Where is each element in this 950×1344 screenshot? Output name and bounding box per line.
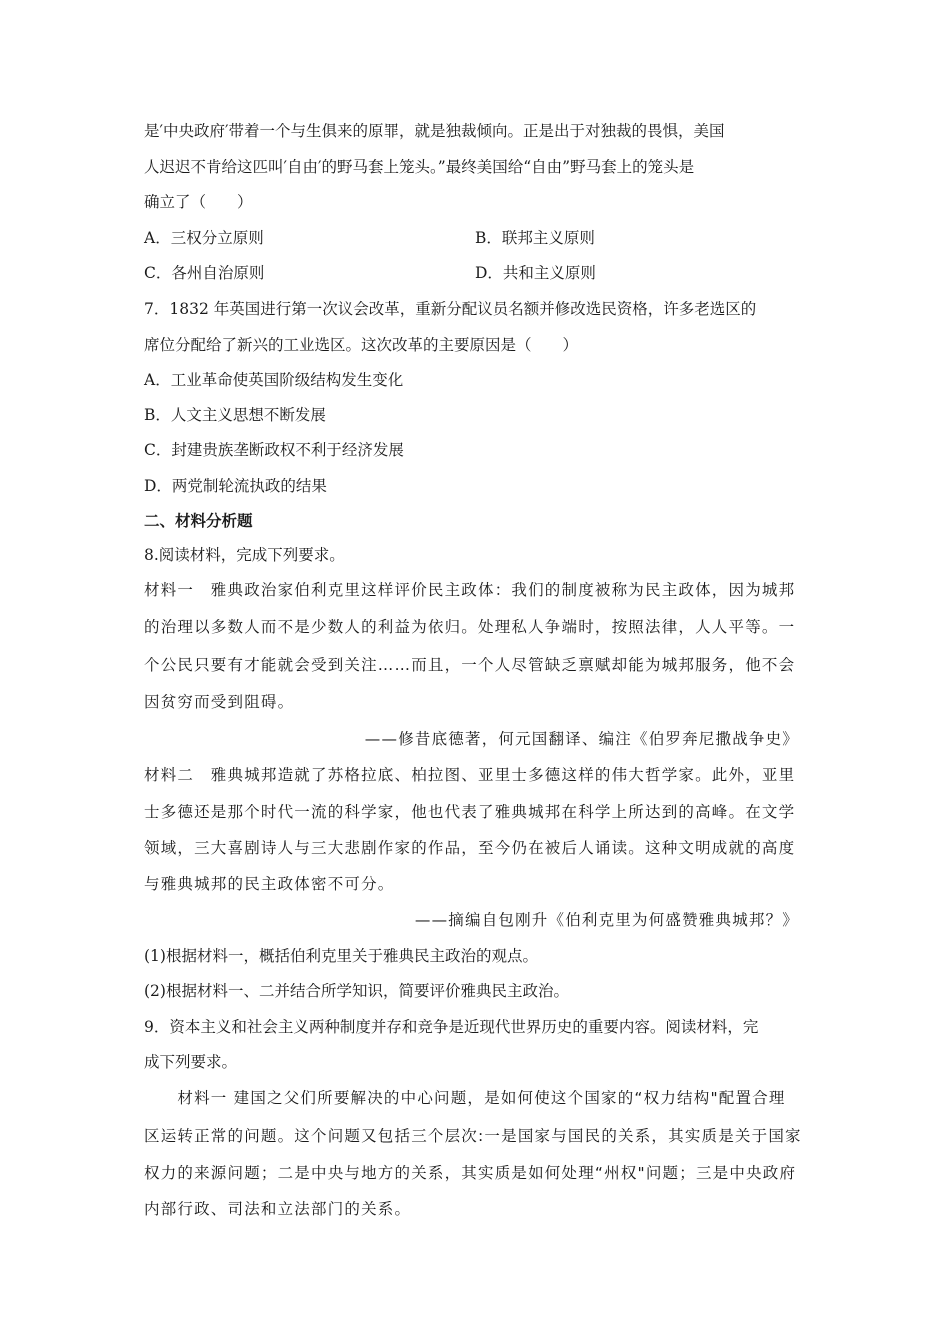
q7-stem-line-2: 席位分配给了新兴的工业选区。这次改革的主要原因是（ ）: [144, 336, 579, 354]
q6-stem-line-3: 确立了（ ）: [144, 193, 253, 211]
q9-material1-line-4: 内部行政、司法和立法部门的关系。: [144, 1200, 412, 1218]
q7-stem-line-1: 7．1832 年英国进行第一次议会改革，重新分配议员名额并修改选民资格，许多老选区的: [144, 300, 757, 318]
q6-stem-line-1: 是′中央政府′带着一个与生俱来的原罪，就是独裁倾向。正是出于对独裁的畏惧，美国: [144, 122, 725, 140]
q6-option-d: D．共和主义原则: [475, 264, 596, 282]
q8-material2-line-3: 领域，三大喜剧诗人与三大悲剧作家的作品，至今仍在被后人诵读。这种文明成就的高度: [144, 839, 796, 857]
q9-stem-line-1: 9．资本主义和社会主义两种制度并存和竞争是近现代世界历史的重要内容。阅读材料，完: [144, 1018, 759, 1036]
q8-material1-line-3: 个公民只要有才能就会受到关注……而且，一个人尽管缺乏禀赋却能为城邦服务，他不会: [144, 656, 796, 674]
q8-material2-line-2: 士多德还是那个时代一流的科学家，他也代表了雅典城邦在科学上所达到的高峰。在文学: [144, 803, 796, 821]
q8-material1-source: ——修昔底德著，何元国翻译、编注《伯罗奔尼撒战争史》: [364, 730, 799, 748]
q7-option-c: C．封建贵族垄断政权不利于经济发展: [144, 441, 404, 459]
q6-stem-line-2: 人迟迟不肯给这匹叫′自由′的野马套上笼头。”最终美国给“自由”野马套上的笼头是: [144, 158, 695, 176]
q9-material1-line-3: 权力的来源问题；二是中央与地方的关系，其实质是如何处理“州权"问题；三是中央政府: [144, 1164, 797, 1182]
q8-material2-source: ——摘编自包刚升《伯利克里为何盛赞雅典城邦？》: [414, 911, 799, 929]
q7-option-d: D．两党制轮流执政的结果: [144, 477, 327, 495]
q8-material1-line-1: 材料一 雅典政治家伯利克里这样评价民主政体：我们的制度被称为民主政体，因为城邦: [144, 581, 796, 599]
q9-material1-line-2: 区运转正常的问题。这个问题又包括三个层次:一是国家与国民的关系，其实质是关于国家: [144, 1127, 802, 1145]
q6-option-b: B．联邦主义原则: [475, 229, 595, 247]
q7-option-b: B．人文主义思想不断发展: [144, 406, 326, 424]
section-heading: 二、材料分析题: [144, 511, 253, 530]
q8-material2-line-1: 材料二 雅典城邦造就了苏格拉底、柏拉图、亚里士多德这样的伟大哲学家。此外，亚里: [144, 766, 796, 784]
q8-material2-line-4: 与雅典城邦的民主政体密不可分。: [144, 875, 395, 893]
q6-option-a: A．三权分立原则: [144, 229, 264, 247]
q9-material1-line-1: 材料一 建国之父们所要解决的中心问题，是如何使这个国家的“权力结构"配置合理: [144, 1089, 786, 1107]
q8-subquestion-2: (2)根据材料一、二并结合所学知识，简要评价雅典民主政治。: [144, 982, 569, 1000]
q8-material1-line-4: 因贫穷而受到阻碍。: [144, 693, 295, 711]
q6-option-c: C．各州自治原则: [144, 264, 265, 282]
q8-intro: 8.阅读材料，完成下列要求。: [144, 546, 345, 564]
q8-material1-line-2: 的治理以多数人而不是少数人的利益为依归。处理私人争端时，按照法律，人人平等。一: [144, 618, 796, 636]
q9-stem-line-2: 成下列要求。: [144, 1053, 238, 1071]
q8-subquestion-1: (1)根据材料一，概括伯利克里关于雅典民主政治的观点。: [144, 947, 538, 965]
q7-option-a: A．工业革命使英国阶级结构发生变化: [144, 371, 404, 389]
